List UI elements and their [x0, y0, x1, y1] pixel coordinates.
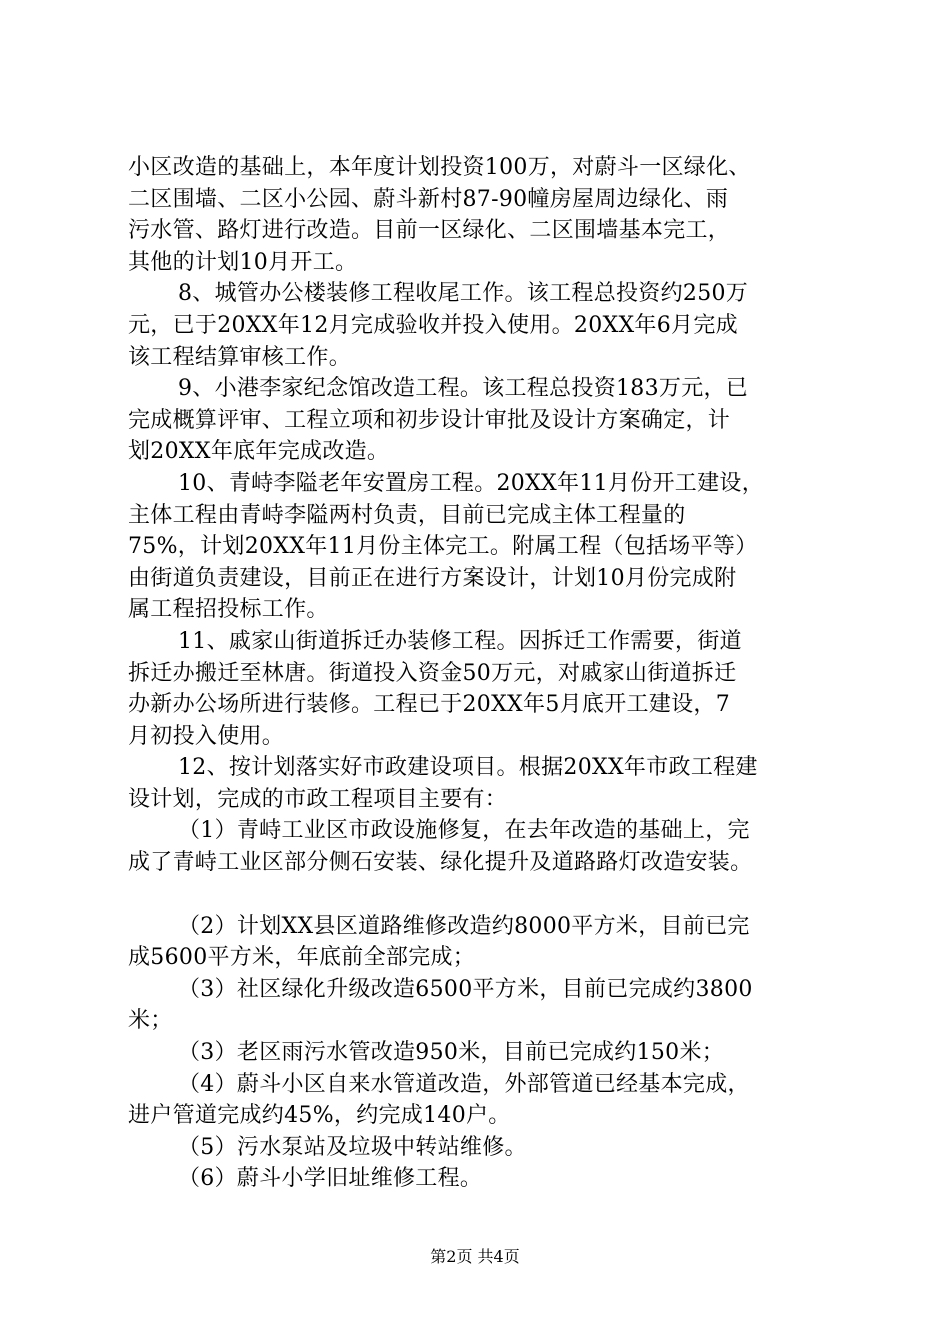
paragraph-intro-continued: [128, 152, 840, 278]
text-line: 完成概算评审、工程立项和初步设计审批及设计方案确定，计: [128, 407, 731, 433]
text-line: 8、城管办公楼装修工程收尾工作。该工程总投资约250万: [178, 281, 749, 307]
paragraph-subitem-3b: [128, 1037, 840, 1069]
text-line: （6）蔚斗小学旧址维修工程。: [178, 1166, 483, 1192]
text-line: 成5600平方米，年底前全部完成；: [128, 945, 476, 971]
blank-line: [128, 879, 840, 911]
paragraph-subitem-2: [128, 911, 840, 974]
paragraph-subitem-3a: [128, 974, 840, 1037]
text-line: 进户管道完成约45%，约完成140户。: [128, 1103, 511, 1129]
page-number-label: 第2页 共4页: [430, 1247, 520, 1266]
paragraph-subitem-6: [128, 1163, 840, 1195]
text-line: 元，已于20XX年12月完成验收并投入使用。20XX年6月完成: [128, 312, 738, 338]
text-line: 75%，计划20XX年11月份主体完工。附属工程（包括场平等）: [128, 534, 758, 560]
text-line: （2）计划XX县区道路维修改造约8000平方米，目前已完: [178, 913, 750, 939]
page-footer: [0, 1244, 950, 1267]
text-line: 其他的计划10月开工。: [128, 249, 358, 275]
text-line: （1）青峙工业区市政设施修复，在去年改造的基础上，完: [178, 818, 750, 844]
document-body: [128, 152, 840, 1195]
text-line: 9、小港李家纪念馆改造工程。该工程总投资183万元，已: [178, 376, 749, 402]
text-line: 10、青峙李隘老年安置房工程。20XX年11月份开工建设，: [178, 470, 765, 496]
text-line: 月初投入使用。: [128, 723, 285, 749]
paragraph-item-9: [128, 373, 840, 468]
text-line: 属工程招投标工作。: [128, 597, 329, 623]
paragraph-subitem-4: [128, 1069, 840, 1132]
text-line: （5）污水泵站及垃圾中转站维修。: [178, 1134, 527, 1160]
text-line: 设计划，完成的市政工程项目主要有：: [128, 786, 508, 812]
paragraph-subitem-5: [128, 1132, 840, 1164]
text-line: 米；: [128, 1008, 173, 1034]
text-line: 11、戚家山街道拆迁办装修工程。因拆迁工作需要，街道: [178, 628, 742, 654]
paragraph-subitem-1: [128, 815, 840, 878]
paragraph-item-12: [128, 752, 840, 815]
text-line: 办新办公场所进行装修。工程已于20XX年5月底开工建设，7: [128, 692, 731, 718]
text-line: 二区围墙、二区小公园、蔚斗新村87-90幢房屋周边绿化、雨: [128, 186, 729, 212]
text-line: 由街道负责建设，目前正在进行方案设计，计划10月份完成附: [128, 565, 737, 591]
text-line: 主体工程由青峙李隘两村负责，目前已完成主体工程量的: [128, 502, 686, 528]
text-line: 划20XX年底年完成改造。: [128, 439, 390, 465]
text-line: 小区改造的基础上，本年度计划投资100万，对蔚斗一区绿化、: [128, 155, 751, 180]
text-line: （3）老区雨污水管改造950米，目前已完成约150米；: [178, 1040, 725, 1066]
text-line: 12、按计划落实好市政建设项目。根据20XX年市政工程建: [178, 755, 758, 781]
text-line: 成了青峙工业区部分侧石安装、绿化提升及道路路灯改造安装。: [128, 850, 753, 876]
paragraph-item-11: [128, 626, 840, 752]
text-line: （4）蔚斗小区自来水管道改造，外部管道已经基本完成，: [178, 1071, 750, 1097]
paragraph-item-10: [128, 468, 840, 626]
text-line: 该工程结算审核工作。: [128, 344, 352, 370]
text-line: （3）社区绿化升级改造6500平方米，目前已完成约3800: [178, 976, 753, 1002]
paragraph-item-8: [128, 278, 840, 373]
text-line: 拆迁办搬迁至林唐。街道投入资金50万元，对戚家山街道拆迁: [128, 660, 737, 686]
text-line: 污水管、路灯进行改造。目前一区绿化、二区围墙基本完工，: [128, 218, 731, 244]
